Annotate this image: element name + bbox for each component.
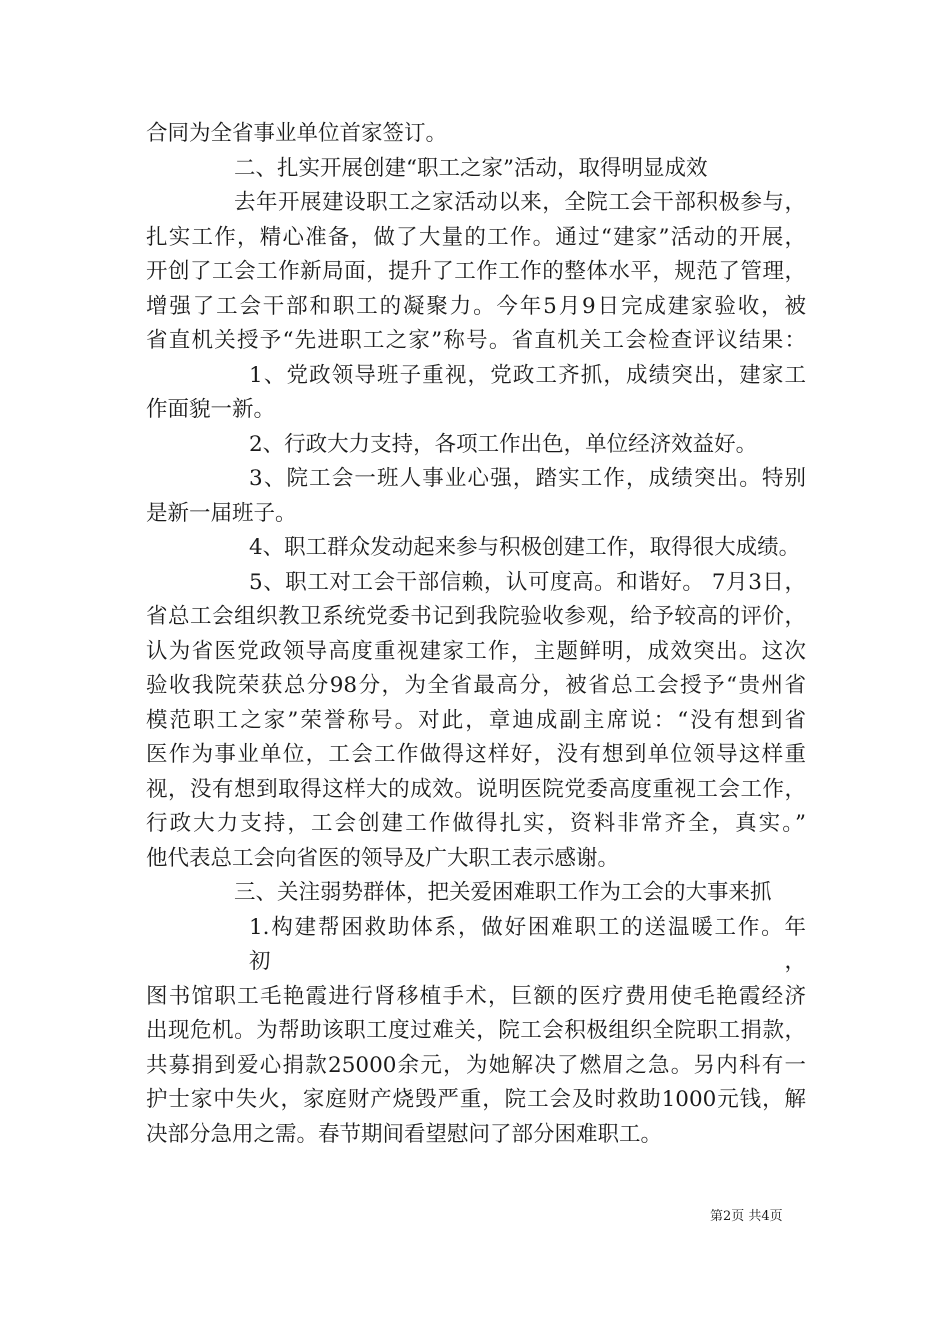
text-line: 行政大力支持，工会创建工作做得扎实，资料非常齐全，真实。” bbox=[146, 811, 806, 836]
text-line: 作面貌一新。 bbox=[146, 397, 276, 422]
text-line: 去年开展建设职工之家活动以来，全院工会干部积极参与， bbox=[234, 190, 806, 215]
text-line: 决部分急用之需。春节期间看望慰问了部分困难职工。 bbox=[146, 1121, 663, 1147]
text-line: 出现危机。为帮助该职工度过难关，院工会积极组织全院职工捐款， bbox=[146, 1018, 806, 1043]
text-line: 1.构建帮困救助体系，做好困难职工的送温暖工作。年初， bbox=[249, 914, 806, 974]
text-line: 省直机关授予“先进职工之家”称号。省直机关工会检查评议结果： bbox=[146, 328, 806, 353]
text-line: 医作为事业单位，工会工作做得这样好，没有想到单位领导这样重 bbox=[146, 742, 806, 767]
text-line: 增强了工会干部和职工的凝聚力。今年5月9日完成建家验收，被 bbox=[146, 293, 806, 319]
section-heading: 二、扎实开展创建“职工之家”活动，取得明显成效 bbox=[234, 155, 708, 181]
list-item: 1、党政领导班子重视，党政工齐抓，成绩突出，建家工 bbox=[249, 362, 806, 388]
text-line: 共募捐到爱心捐款25000余元，为她解决了燃眉之急。另内科有一 bbox=[146, 1052, 806, 1078]
text-line: 扎实工作，精心准备，做了大量的工作。通过“建家”活动的开展， bbox=[146, 224, 806, 250]
section-heading: 三、关注弱势群体，把关爱困难职工作为工会的大事来抓 bbox=[234, 880, 772, 905]
text-line: 省总工会组织教卫系统党委书记到我院验收参观，给予较高的评价， bbox=[146, 604, 806, 629]
page-number: 第2页 共4页 bbox=[710, 1209, 783, 1224]
text-line: 视，没有想到取得这样大的成效。说明医院党委高度重视工会工作， bbox=[146, 776, 806, 802]
list-item: 3、院工会一班人事业心强，踏实工作，成绩突出。特别 bbox=[249, 466, 806, 491]
text-line: 认为省医党政领导高度重视建家工作，主题鲜明，成效突出。这次 bbox=[146, 638, 806, 664]
text-line: 开创了工会工作新局面，提升了工作工作的整体水平，规范了管理， bbox=[146, 259, 806, 284]
text-line: 他代表总工会向省医的领导及广大职工表示感谢。 bbox=[146, 845, 620, 871]
list-item: 2、行政大力支持，各项工作出色，单位经济效益好。 bbox=[249, 431, 758, 457]
document-body bbox=[146, 117, 806, 1152]
text-line: 护士家中失火，家庭财产烧毁严重，院工会及时救助1000元钱，解 bbox=[146, 1087, 806, 1112]
text-line: 合同为全省事业单位首家签订。 bbox=[146, 121, 448, 146]
text-line: 是新一届班子。 bbox=[146, 500, 297, 526]
text-line: 图书馆职工毛艳霞进行肾移植手术，巨额的医疗费用使毛艳霞经济 bbox=[146, 983, 806, 1009]
text-line: 验收我院荣获总分98分，为全省最高分，被省总工会授予“贵州省 bbox=[146, 673, 806, 698]
text-line: 模范职工之家”荣誉称号。对此，章迪成副主席说：“没有想到省 bbox=[146, 707, 806, 733]
list-item: 4、职工群众发动起来参与积极创建工作，取得很大成绩。 bbox=[249, 535, 801, 560]
list-item: 5、职工对工会干部信赖，认可度高。和谐好。 7月3日， bbox=[249, 569, 806, 595]
